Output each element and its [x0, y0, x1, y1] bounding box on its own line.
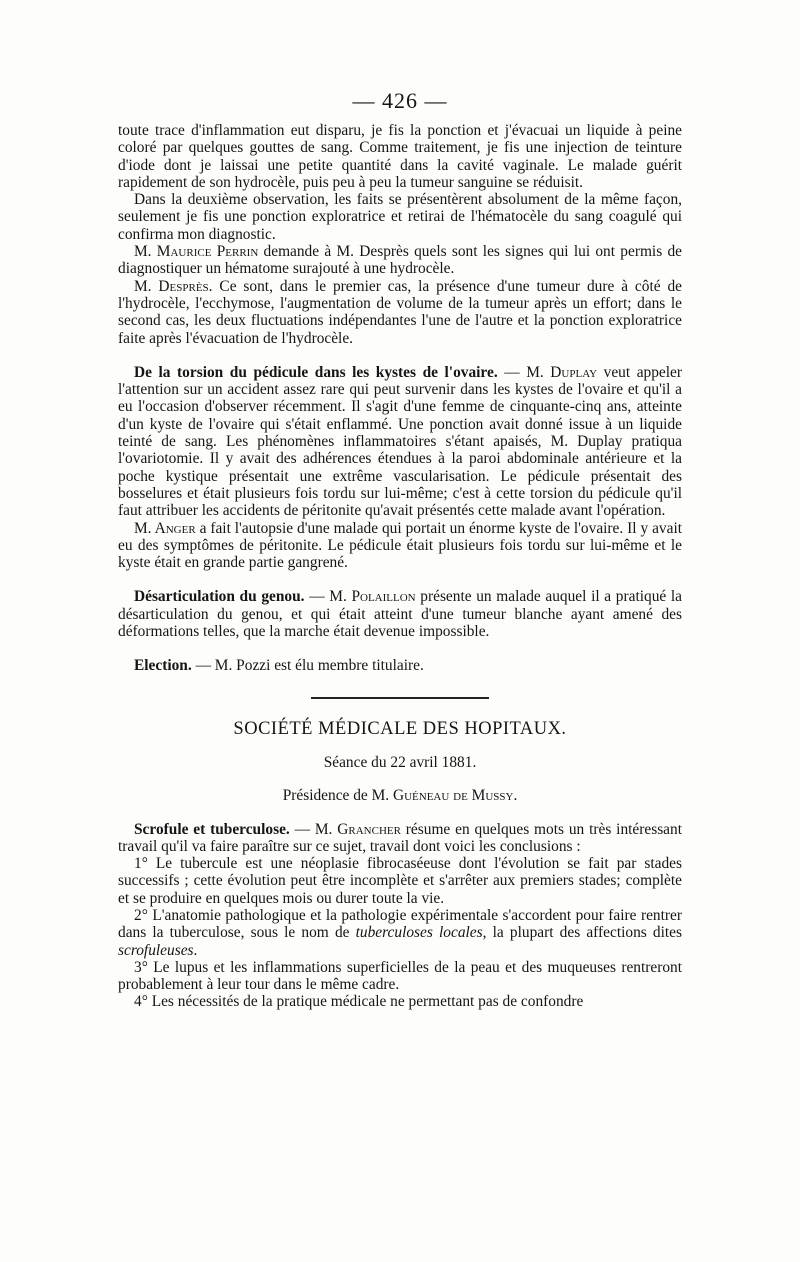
president-name: Guéneau de Mussy.: [392, 787, 518, 805]
speaker-name: M. Grancher: [314, 820, 401, 838]
section-genou: [118, 588, 682, 640]
presidence-prefix: Présidence de M.: [282, 787, 393, 805]
paragraph-text: a fait l'autopsie d'une malade qui portait un énorme kyste de l'ovaire. Il y avait eu des symptômes de péritonite. Le pédicule était plusieurs fois tordu sur lui-même et le kyste était en grande partie gangrené.: [118, 519, 682, 572]
section-scrofule: [118, 821, 682, 856]
society-title: SOCIÉTÉ MÉDICALE DES HOPITAUX.: [233, 718, 567, 739]
page-number: — 426 —: [352, 88, 448, 113]
section-election: [118, 657, 682, 674]
section-heading: Election.: [134, 657, 192, 675]
conclusion-2: [118, 907, 682, 959]
paragraph-perrin-question: [118, 243, 682, 278]
emphasis-term: scrofuleuses: [118, 941, 194, 959]
speaker-name: M. Desprès.: [134, 277, 213, 295]
conclusion-4: 4° Les nécessités de la pratique médicale ne permettant pas de confondre: [134, 993, 584, 1011]
section-heading: De la torsion du pédicule dans les kystes de l'ovaire.: [134, 363, 498, 381]
paragraph-text: .: [193, 941, 198, 959]
paragraph-text: , la plupart des affections dites: [482, 924, 682, 942]
paragraph-text: demande à M. Desprès quels sont les signes qui lui ont permis de diagnostiquer un hématome surajouté à une hydrocèle.: [118, 243, 682, 278]
paragraph-text: 2° L'anatomie pathologique et la pathologie expérimentale s'accordent pour faire rentrer dans la tuberculose, sous le nom de: [118, 906, 682, 942]
speaker-name: M. Maurice Perrin: [134, 243, 259, 261]
section-heading: Désarticulation du genou.: [134, 588, 305, 606]
conclusion-3: 3° Le lupus et les inflammations superficielles de la peau et des muqueuses rentreront probablement à leur tour dans le même cadre.: [118, 958, 682, 994]
paragraph-text: Ce sont, dans le premier cas, la présence d'une tumeur dure à côté de l'hydrocèle, l'ecchymose, l'augmentation de volume de la tumeur après un effort; dans le second cas, les deux fluctuations indépendantes l'une de l'autre et la ponction exploratrice faite après l'évacuation de l'hydrocèle.: [118, 277, 682, 347]
paragraph-anger: [118, 520, 682, 572]
heading-dash: —: [289, 820, 315, 838]
conclusion-1: 1° Le tubercule est une néoplasie fibrocaséeuse dont l'évolution se fait par stades successifs ; cette évolution peut être incomplète et s'arrêter aux premiers stades; complète et se produire en quelques mois ou durer toute la vie.: [118, 855, 682, 907]
paragraph-text: présente un malade auquel il a pratiqué la désarticulation du genou, et qui était atteint d'une tumeur blanche ayant amené des déformations telles, que la marche était devenue impossible.: [118, 588, 682, 641]
session-date: Séance du 22 avril 1881.: [323, 753, 477, 771]
text-column: [118, 122, 682, 1011]
paragraph-continuation: toute trace d'inflammation eut disparu, je fis la ponction et j'évacuai un liquide à peine coloré par quelques gouttes de sang. Comme traitement, je fis une injection de teinture d'iode dont je laissai une petite quantité dans la cavité vaginale. Le malade guérit rapidement de son hydrocèle, puis peu à peu la tumeur sanguine se réduisit.: [118, 122, 682, 191]
paragraph-despres-answer: [118, 278, 682, 347]
heading-dash: —: [304, 588, 330, 606]
heading-dash: —: [497, 363, 527, 381]
speaker-name: M. Duplay: [526, 363, 598, 381]
section-divider: [311, 697, 489, 699]
presidence-line: [118, 787, 682, 804]
paragraph-second-observation: Dans la deuxième observation, les faits se présentèrent absolument de la même façon, seulement je fis une ponction exploratrice et retirai de l'hématocèle du sang coagulé qui confirma mon diagnostic.: [118, 191, 682, 243]
section-heading: Scrofule et tuberculose.: [134, 820, 290, 838]
emphasis-term: tuberculoses locales: [355, 924, 483, 942]
paragraph-text: — M. Pozzi est élu membre titulaire.: [191, 657, 424, 675]
section-torsion: [118, 364, 682, 520]
speaker-name: M. Anger: [134, 519, 196, 537]
speaker-name: M. Polaillon: [329, 588, 416, 606]
paragraph-text: résume en quelques mots un très intéressant travail qu'il va faire paraître sur ce sujet, travail dont voici les conclusions :: [118, 820, 682, 855]
paragraph-text: veut appeler l'attention sur un accident assez rare qui peut survenir dans les kystes de l'ovaire et qu'il a eu l'occasion d'observer récemment. Il s'agit d'une femme de cinquante-cinq ans, atteinte d'un kyste de l'ovaire qui s'était enflammé. Une ponction avait donné issue à un liquide teinté de sang. Les phénomènes inflammatoires s'étant apaisés, M. Duplay pratiqua l'ovariotomie. Il y avait des adhérences étendues à la paroi abdominale antérieure et la poche kystique présentait une extrême vascularisation. Le pédicule présentait des bosselures et était plusieurs fois tordu sur lui-même; c'est à cette torsion du pédicule qu'il faut attribuer les accidents de péritonite qu'avait présentés cette malade avant l'opération.: [118, 363, 682, 520]
